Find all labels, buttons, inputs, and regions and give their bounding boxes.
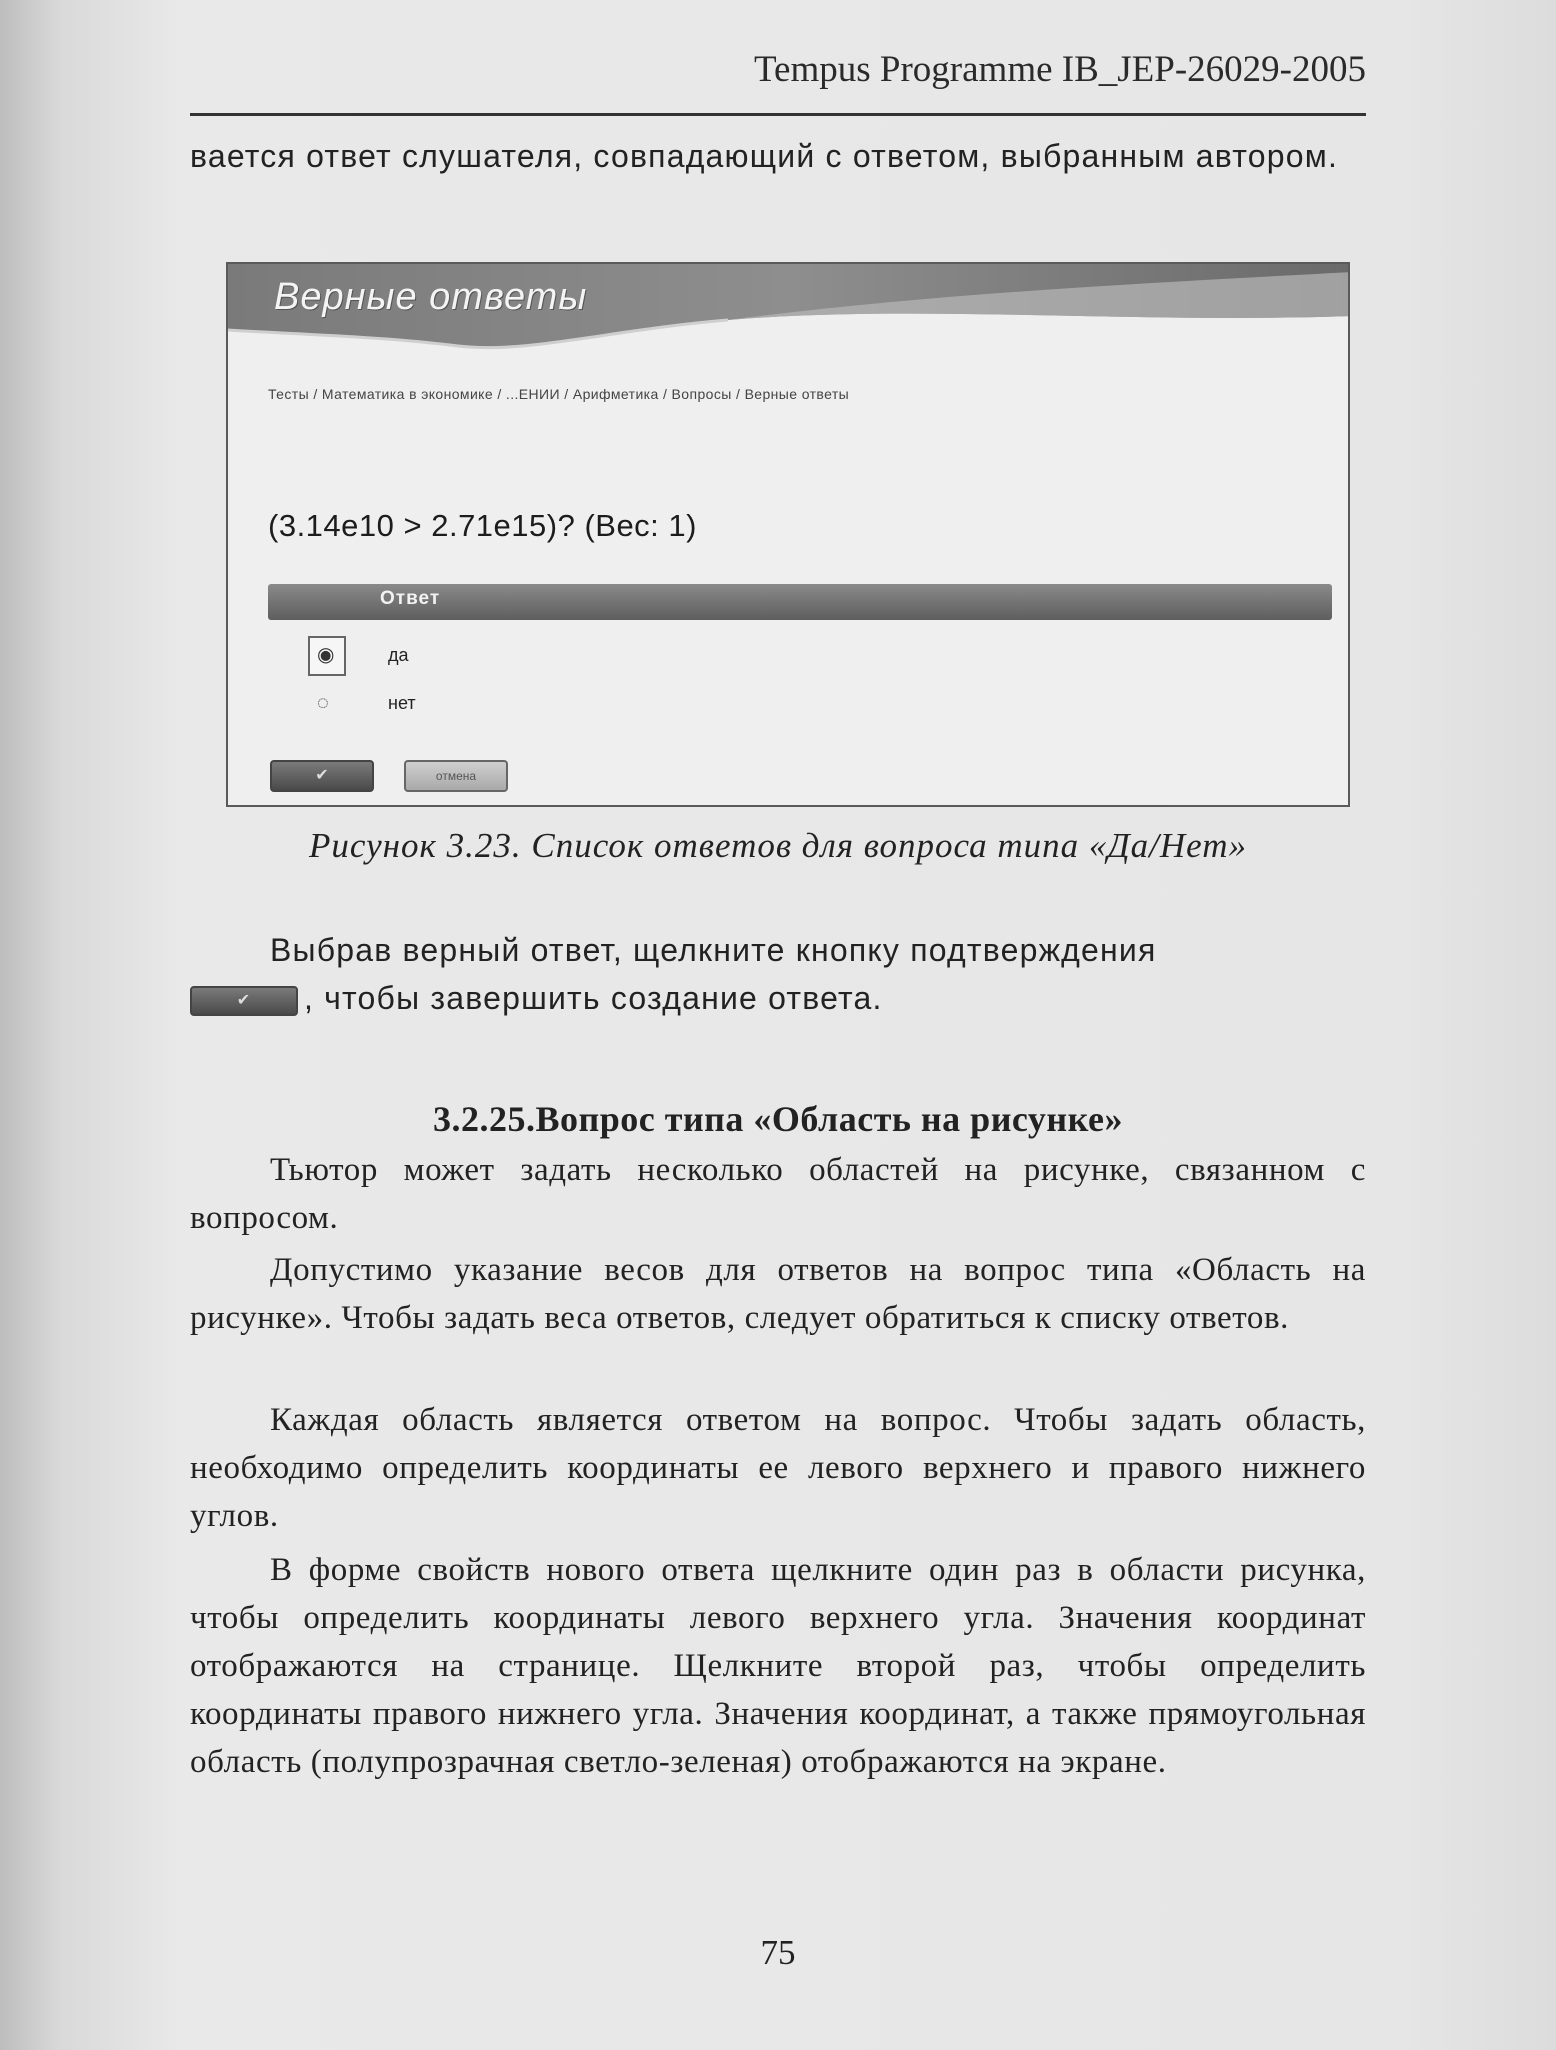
confirm-paragraph-after: , чтобы завершить создание ответа.	[304, 980, 883, 1016]
question-text: (3.14e10 > 2.71e15)? (Вес: 1)	[268, 508, 697, 543]
radio-no[interactable]: ◌	[317, 692, 329, 714]
paragraph-2: Допустимо указание весов для ответов на вопрос типа «Область на рисунке». Чтобы задать веса ответов, следует обратиться к списку ответов.	[190, 1252, 1366, 1336]
screenshot-figure	[226, 262, 1350, 807]
answers-table-header	[268, 584, 1332, 620]
header-rule	[190, 113, 1366, 116]
check-icon: ✔	[315, 767, 329, 784]
intro-paragraph: вается ответ слушателя, совпадающий с ответом, выбранным автором.	[190, 138, 1339, 174]
answer-column-header: Ответ	[380, 588, 441, 609]
figure-caption: Рисунок 3.23. Список ответов для вопроса типа «Да/Нет»	[308, 826, 1248, 865]
figure-banner-title: Верные ответы	[274, 276, 588, 318]
confirm-paragraph-before: Выбрав верный ответ, щелкните кнопку подтверждения	[270, 932, 1157, 968]
confirm-button[interactable]	[270, 760, 374, 792]
paragraph-1: Тьютор может задать несколько областей на рисунке, связанном с вопросом.	[190, 1152, 1366, 1236]
check-icon: ✔	[236, 991, 252, 1009]
inline-confirm-button	[190, 986, 298, 1016]
cancel-button[interactable]: отмена	[404, 760, 508, 792]
section-title: 3.2.25.Вопрос типа «Область на рисунке»	[433, 1099, 1123, 1139]
confirm-paragraph	[190, 926, 1366, 1022]
paragraph-3: Каждая область является ответом на вопрос. Чтобы задать область, необходимо определить координаты ее левого верхнего и правого нижнего углов.	[190, 1402, 1366, 1534]
radio-yes[interactable]: ◉	[317, 644, 335, 666]
page-number: 75	[760, 1933, 796, 1972]
option-no-label: нет	[388, 693, 416, 713]
running-header: Tempus Programme IB_JEP-26029-2005	[754, 49, 1366, 90]
breadcrumb[interactable]: Тесты / Математика в экономике / ...ЕНИИ / Арифметика / Вопросы / Верные ответы	[268, 386, 850, 402]
paragraph-4: В форме свойств нового ответа щелкните один раз в области рисунка, чтобы определить координаты левого верхнего угла. Значения координат отображаются на странице. Щелкните второй раз, чтобы определить координаты правого нижнего угла. Значения координат, а также прямоугольная область (полупрозрачная светло-зеленая) отображаются на экране.	[190, 1552, 1366, 1780]
option-yes-label: да	[388, 645, 409, 665]
